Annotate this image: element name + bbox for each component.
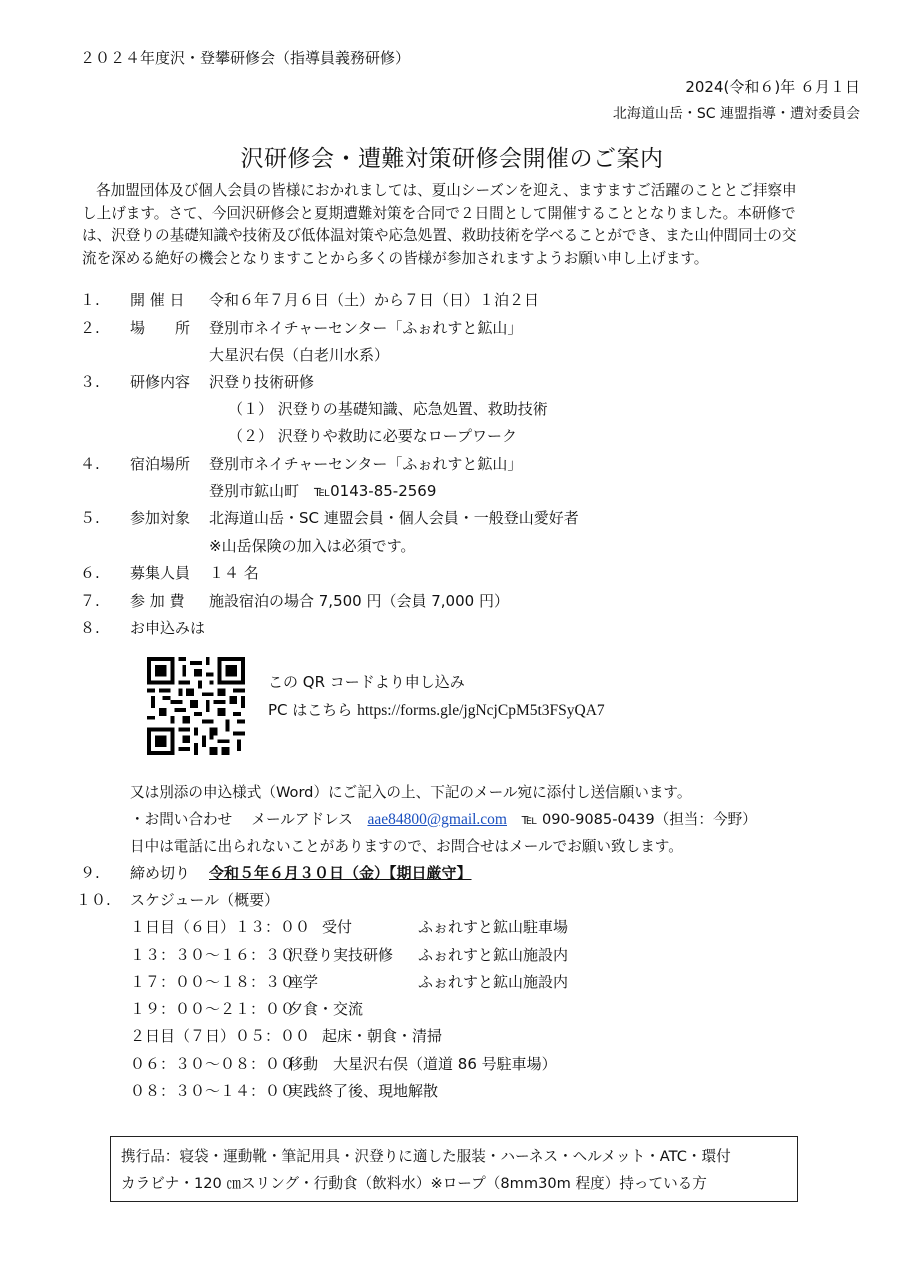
item-value-location-sub: 大星沢右俣（白老川水系）	[209, 346, 390, 364]
items-to-bring-box	[110, 1136, 798, 1202]
item-label-deadline: 締め切り	[130, 864, 191, 882]
item-value-lodging: 登別市ネイチャーセンター「ふぉれすと鉱山」	[209, 455, 523, 473]
item-value-date: 令和６年７月６日（土）から７日（日）１泊２日	[209, 291, 540, 309]
contact-note: 日中は電話に出られないことがありますので、お問合せはメールでお願い致します。	[130, 838, 683, 855]
email-link[interactable]: aae84800@gmail.com	[367, 811, 507, 828]
schedule-activity: 起床・朝食・清掃	[322, 1027, 443, 1045]
item-value-fee: 施設宿泊の場合 7,500 円（会員 7,000 円）	[209, 592, 509, 610]
item-label-content: 研修内容	[130, 373, 191, 391]
schedule-time: １日目（６日）１３：００	[130, 918, 311, 936]
schedule-time: ２日目（７日）０５：００	[130, 1027, 311, 1045]
item-number: ９.	[80, 864, 100, 882]
item-value-lodging-address: 登別市鉱山町 ℡0143-85-2569	[209, 482, 437, 500]
item-label-apply: お申込みは	[130, 619, 206, 637]
intro-line: は、沢登りの基礎知識や技術及び低体温対策や応急処置、救助技術を学べることができ、また山仲間同士の交	[82, 227, 797, 244]
intro-line: 各加盟団体及び個人会員の皆様におかれましては、夏山シーズンを迎え、ますますご活躍のこととご拝察申	[96, 182, 797, 199]
qr-instruction: この QR コードより申し込み	[268, 673, 465, 691]
item-label-date: 開 催 日	[130, 291, 185, 309]
schedule-place: ふぉれすと鉱山駐車場	[418, 918, 569, 936]
item-label-lodging: 宿泊場所	[130, 455, 191, 473]
item-number: ６.	[80, 564, 100, 582]
item-number: ５.	[80, 509, 100, 527]
pc-link-line	[268, 699, 605, 720]
schedule-time: １９：００〜２１：００	[130, 1000, 296, 1018]
item-number: １.	[80, 291, 100, 309]
item-value-capacity: １４ 名	[209, 564, 259, 582]
item-value-target-note: ※山岳保険の加入は必須です。	[209, 537, 416, 555]
header-organization: 北海道山岳・SC 連盟指導・遭対委員会	[612, 106, 860, 122]
item-label-target: 参加対象	[130, 509, 191, 527]
header-event-name: ２０２４年度沢・登攀研修会（指導員義務研修）	[80, 49, 411, 67]
schedule-time: ０８：３０〜１４：００	[130, 1082, 296, 1100]
item-content-sub2: （２） 沢登りや救助に必要なロープワーク	[228, 427, 518, 445]
schedule-activity: 座学	[288, 973, 319, 991]
item-value-deadline: 令和５年６月３０日（金）【期日厳守】	[209, 864, 472, 882]
item-number: ３.	[80, 373, 100, 391]
item-number: ４.	[80, 455, 100, 473]
item-number: ８.	[80, 619, 100, 637]
item-label-capacity: 募集人員	[130, 564, 191, 582]
alt-application-note: 又は別添の申込様式（Word）にご記入の上、下記のメール宛に添付し送信願います。	[130, 784, 692, 801]
schedule-place: ふぉれすと鉱山施設内	[418, 973, 569, 991]
intro-line: し上げます。さて、今回沢研修会と夏期遭難対策を合同で２日間として開催することとなりました。本研修で	[82, 204, 796, 222]
form-url-link[interactable]: https://forms.gle/jgNcjCpM5t3FSyQA7	[357, 702, 605, 719]
items-to-bring-line1: 携行品：寝袋・運動靴・筆記用具・沢登りに適した服装・ハーネス・ヘルメット・ATC・環付	[121, 1148, 731, 1165]
item-number: １０.	[76, 891, 111, 909]
schedule-activity: 夕食・交流	[288, 1000, 364, 1018]
item-label-fee: 参 加 費	[130, 592, 185, 610]
schedule-heading: スケジュール（概要）	[130, 891, 280, 909]
header-date: 2024(令和６)年 ６月１日	[685, 78, 860, 96]
contact-prefix: ・お問い合わせ メールアドレス	[130, 811, 353, 828]
schedule-activity: 移動 大星沢右俣（道道 86 号駐車場）	[288, 1055, 557, 1073]
schedule-time: ０６：３０〜０８：００	[130, 1055, 296, 1073]
schedule-activity: 受付	[322, 918, 353, 936]
qr-code-icon[interactable]	[147, 657, 245, 755]
schedule-time: １７：００〜１８：３０	[130, 973, 296, 991]
item-value-content: 沢登り技術研修	[209, 373, 315, 391]
intro-line: 流を深める絶好の機会となりますことから多くの皆様が参加されますようお願い申し上げます。	[82, 249, 709, 267]
item-label-location: 場 所	[130, 319, 191, 337]
schedule-place: ふぉれすと鉱山施設内	[418, 946, 569, 964]
item-number: ７.	[80, 592, 100, 610]
items-to-bring-line2: カラビナ・120 ㎝スリング・行動食（飲料水）※ロープ（8mm30m 程度）持っている方	[121, 1175, 707, 1192]
document-title: 沢研修会・遭難対策研修会開催のご案内	[240, 146, 664, 172]
contact-line	[130, 808, 757, 829]
item-value-location: 登別市ネイチャーセンター「ふぉれすと鉱山」	[209, 319, 523, 337]
contact-phone: ℡ 090-9085-0439（担当：今野）	[521, 811, 757, 828]
schedule-activity: 実践終了後、現地解散	[288, 1082, 439, 1100]
item-content-sub1: （１） 沢登りの基礎知識、応急処置、救助技術	[228, 400, 548, 418]
schedule-time: １３：３０〜１６：３０	[130, 946, 296, 964]
item-number: ２.	[80, 319, 100, 337]
intro-paragraph	[82, 180, 842, 270]
pc-link-prefix: PC はこちら	[268, 701, 353, 719]
schedule-activity: 沢登り実技研修	[288, 946, 394, 964]
item-value-target: 北海道山岳・SC 連盟会員・個人会員・一般登山愛好者	[209, 509, 579, 527]
